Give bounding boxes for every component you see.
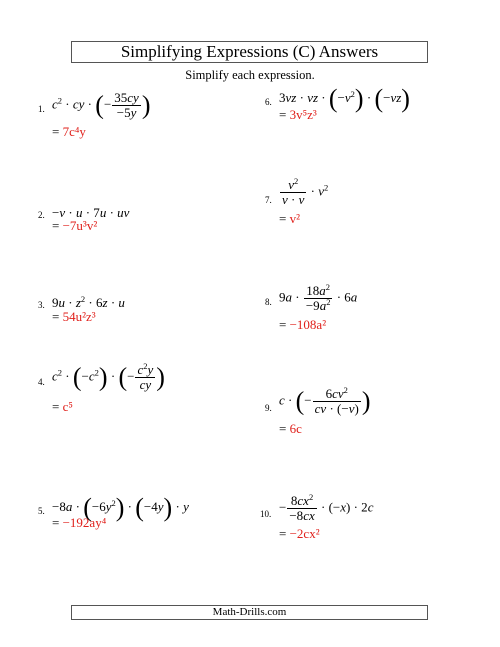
problem-3-expression: $9u \cdot z^2 \cdot 6z \cdot u$ <box>52 294 125 310</box>
answer-3: 54u²z³ <box>62 309 96 324</box>
answer-9: 6c <box>289 421 302 436</box>
answer-1: 7c⁴y <box>62 124 86 139</box>
problem-number-9: 9. <box>265 403 272 413</box>
problem-5-answer: = −192ay⁴ <box>52 515 107 530</box>
problem-10-answer: = −2cx² <box>279 526 320 541</box>
problem-2-answer: = −7u³v² <box>52 218 98 233</box>
problem-6-expression: 3vz · vz · $(-v^2) \cdot (-vz)$ <box>279 84 410 114</box>
answer-7: v² <box>289 211 300 226</box>
problem-number-7: 7. <box>265 195 272 205</box>
problem-4-answer: = c⁵ <box>52 399 73 414</box>
problem-number-8: 8. <box>265 297 272 307</box>
problem-9-expression: c · (− $\frac{6cv^2}{cv \cdot (-v)}$ ) <box>279 385 371 416</box>
problem-number-10: 10. <box>260 509 272 519</box>
problem-10-expression: − $\frac{8cx^2}{-8cx}$ · (−x) · 2c <box>279 492 374 523</box>
problem-number-2: 2. <box>38 210 45 220</box>
problem-6-answer: = 3v⁵z³ <box>279 107 317 122</box>
problem-1-answer: = 7c⁴y <box>52 124 86 139</box>
answer-8: −108a² <box>289 317 327 332</box>
problem-number-6: 6. <box>265 97 272 107</box>
problem-number-5: 5. <box>38 506 45 516</box>
instructions: Simplify each expression. <box>185 68 315 82</box>
problem-3-answer: = 54u²z³ <box>52 309 96 324</box>
worksheet-title: Simplifying Expressions (C) Answers <box>71 41 428 63</box>
answer-4: c⁵ <box>62 399 73 414</box>
answer-2: −7u³v² <box>62 218 98 233</box>
problem-5-expression: $-8a \cdot (-6y^2) \cdot (-4y) \cdot y$ <box>52 493 189 523</box>
problem-1-expression: $c^2$ · cy · (− $\frac{35cy}{-5y}$ ) <box>52 90 151 120</box>
problem-8-answer: = −108a² <box>279 317 327 332</box>
problem-7-answer: = v² <box>279 211 300 226</box>
problem-number-3: 3. <box>38 300 45 310</box>
answer-10: −2cx² <box>289 526 320 541</box>
problem-9-answer: = 6c <box>279 421 302 436</box>
answer-6: 3v⁵z³ <box>289 107 317 122</box>
answer-5: −192ay⁴ <box>62 515 107 530</box>
problem-2-expression: −v · u · 7u · uv <box>52 205 130 220</box>
footer-site-name: Math-Drills.com <box>71 605 428 620</box>
problem-7-expression: $\frac{v^2}{v \cdot v}$ · $v^2$ <box>282 176 329 207</box>
problem-8-expression: 9a · $\frac{18a^2}{-9a^2}$ · 6a <box>279 282 358 313</box>
problem-4-expression: $c^2 \cdot (-c^2)$ · (− $\frac{c^2y}{cy}$ ) <box>52 361 165 392</box>
problem-number-1: 1. <box>38 104 45 114</box>
problem-number-4: 4. <box>38 377 45 387</box>
